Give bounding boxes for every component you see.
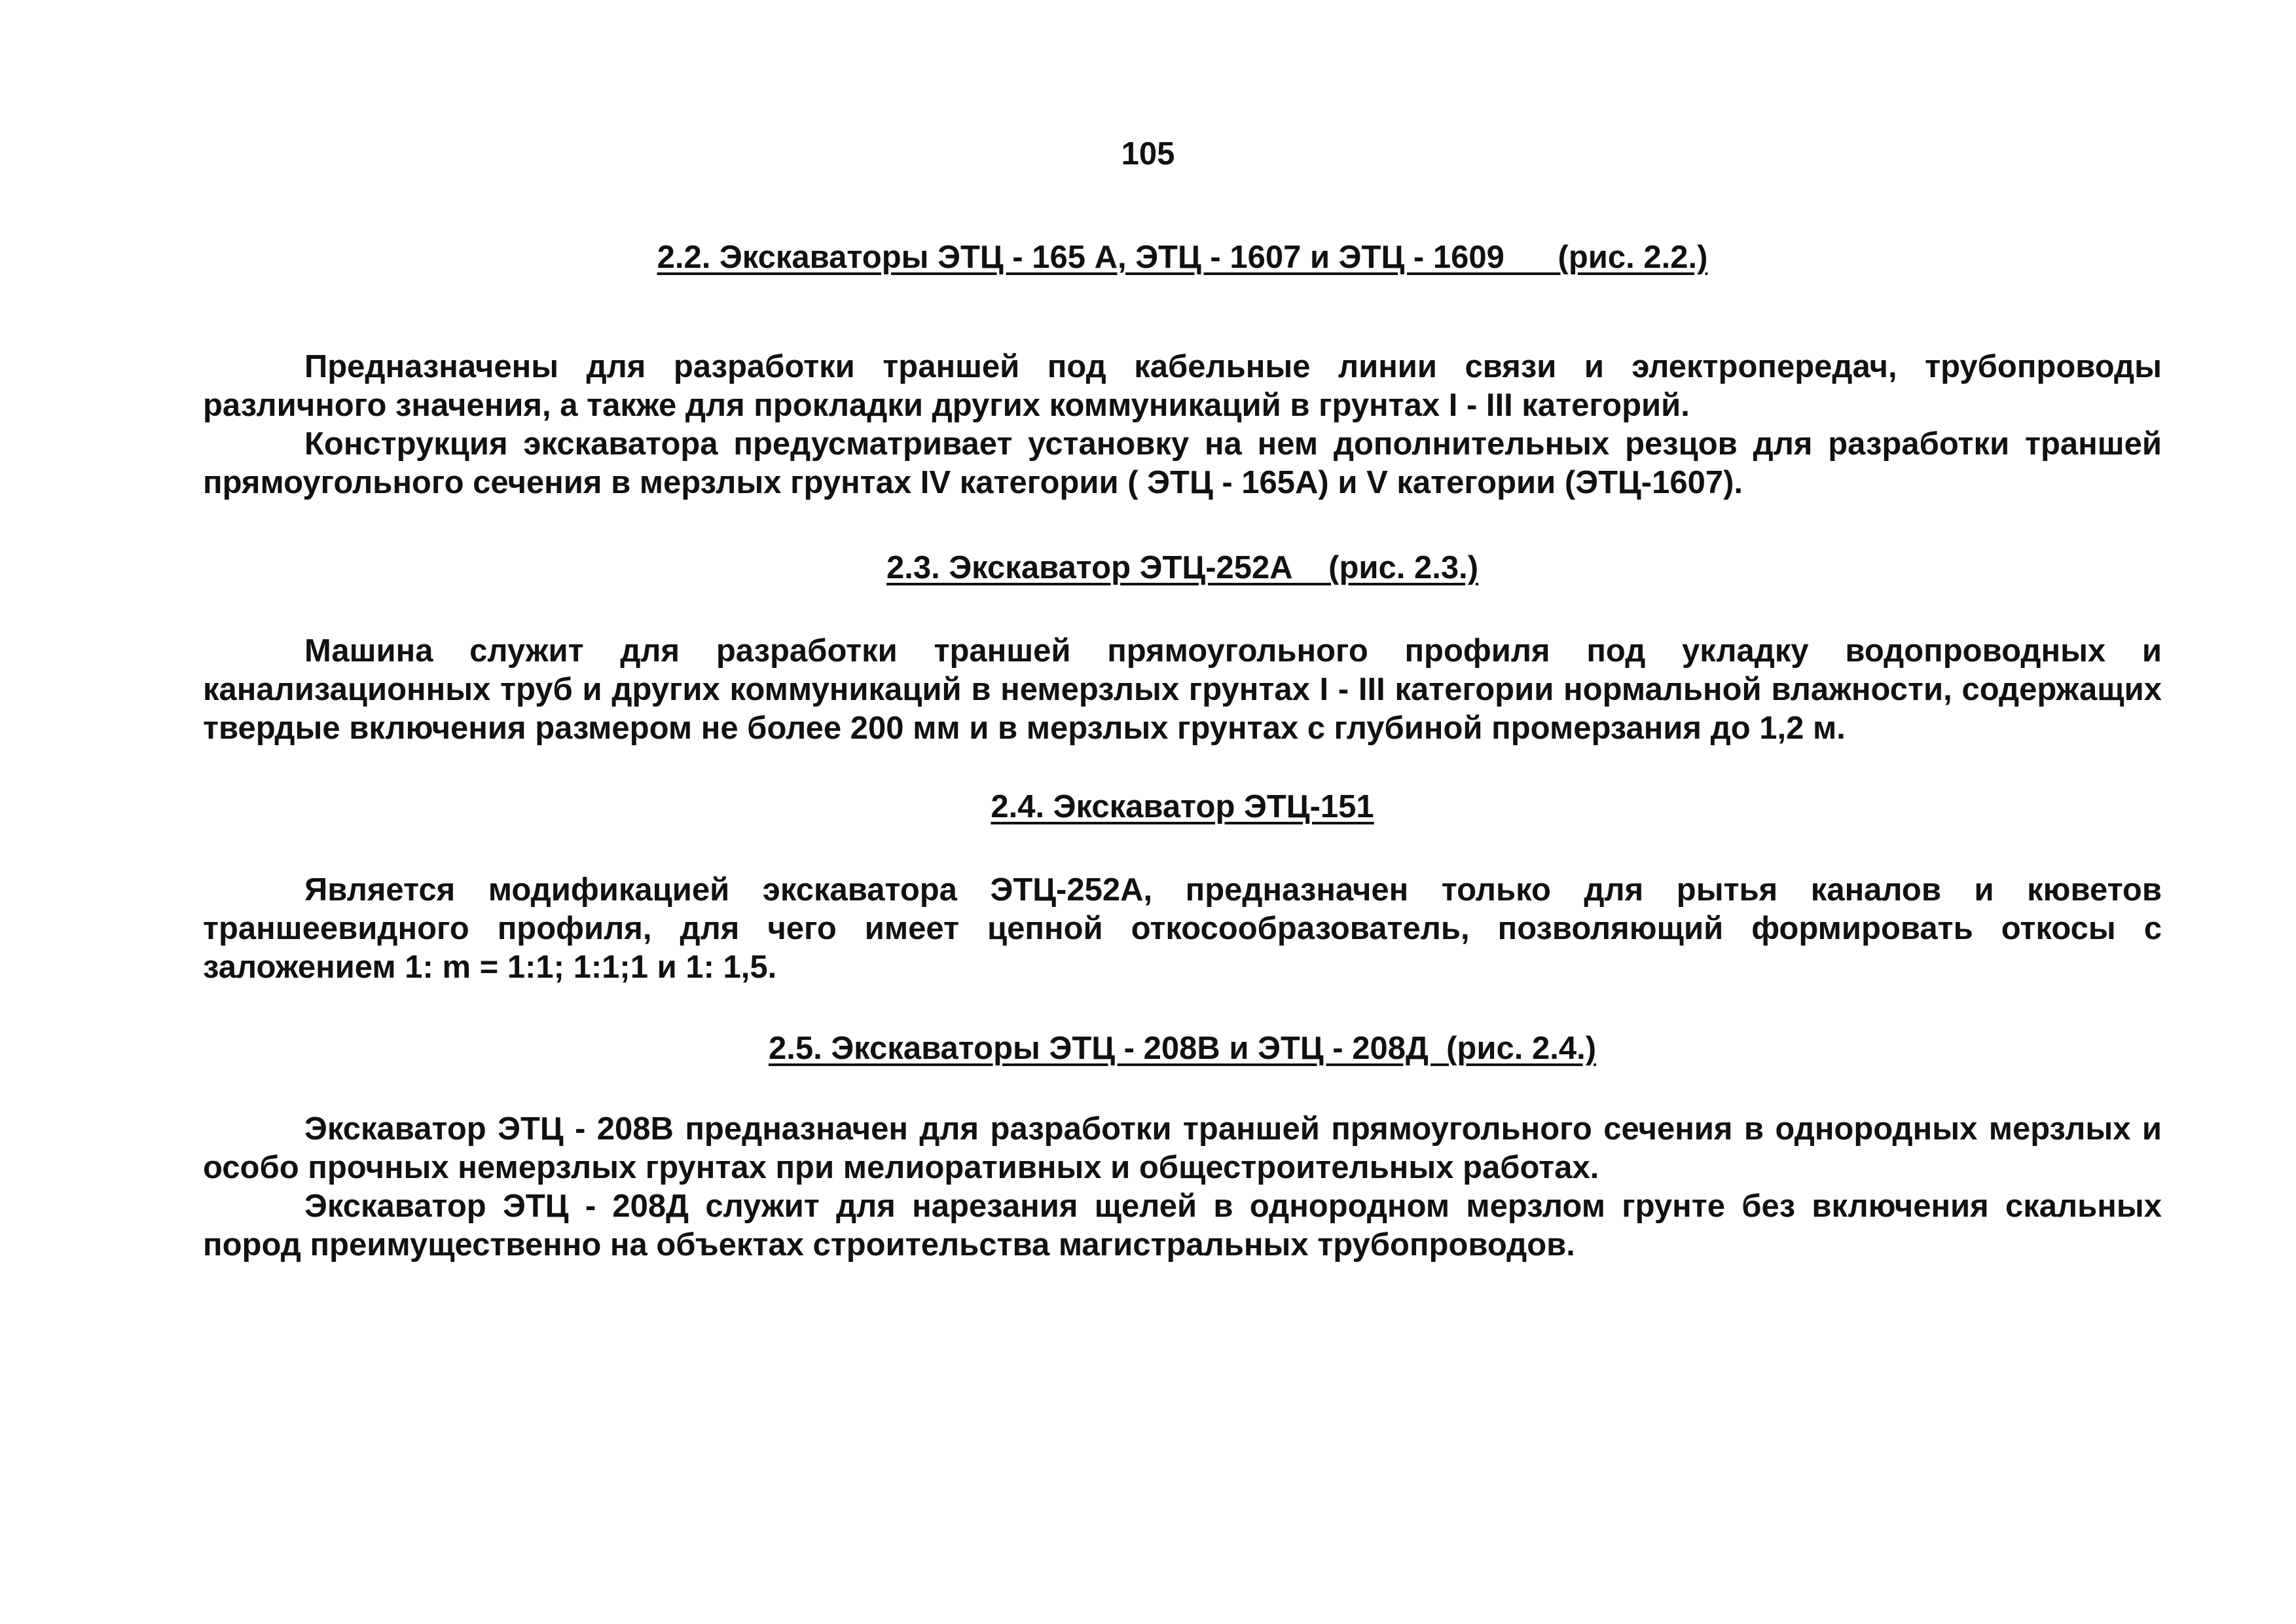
section-2-4-paragraph: Является модификацией экскаватора ЭТЦ-252А, предназначен только для рытья каналов и кюветов траншеевидного профиля, для чего имеет цепной откосообразователь, позволяющий формировать откосы с заложением 1: m = 1:1; 1:1;1 и 1: 1,5. — [203, 872, 2162, 985]
section-heading-2-2: 2.2. Экскаваторы ЭТЦ - 165 А, ЭТЦ - 1607 и ЭТЦ - 1609 (рис. 2.2.) — [657, 240, 1708, 275]
section-2-2-paragraph-design: Конструкция экскаватора предусматривает установку на нем дополнительных резцов для разработки траншей прямоугольного сечения в мерзлых грунтах IV категории ( ЭТЦ - 165А) и V категории (ЭТЦ-1607). — [203, 426, 2162, 500]
section-2-5-paragraph-208d: Экскаватор ЭТЦ - 208Д служит для нарезания щелей в однородном мерзлом грунте без включения скальных пород преимущественно на объектах строительства магистральных трубопроводов. — [203, 1189, 2162, 1263]
page-number: 105 — [1121, 136, 1175, 172]
section-2-5-paragraph-208v: Экскаватор ЭТЦ - 208В предназначен для разработки траншей прямоугольного сечения в однородных мерзлых и особо прочных немерзлых грунтах при мелиоративных и общестроительных работах. — [203, 1111, 2162, 1185]
document-body — [203, 229, 2162, 1264]
section-2-2-paragraph-purpose: Предназначены для разработки траншей под кабельные линии связи и электропередач, трубопроводы различного значения, а также для прокладки других коммуникаций в грунтах I - III категорий. — [203, 349, 2162, 423]
section-heading-2-3: 2.3. Экскаватор ЭТЦ-252А (рис. 2.3.) — [886, 550, 1479, 585]
section-heading-2-5: 2.5. Экскаваторы ЭТЦ - 208В и ЭТЦ - 208Д (рис. 2.4.) — [768, 1031, 1597, 1066]
section-2-3-paragraph: Машина служит для разработки траншей прямоугольного профиля под укладку водопроводных и канализационных труб и других коммуникаций в немерзлых грунтах I - III категории нормальной влажности, содержащих твердые включения размером не более 200 мм и в мерзлых грунтах с глубиной промерзания до 1,2 м. — [203, 633, 2162, 746]
section-heading-2-4: 2.4. Экскаватор ЭТЦ-151 — [991, 789, 1374, 824]
